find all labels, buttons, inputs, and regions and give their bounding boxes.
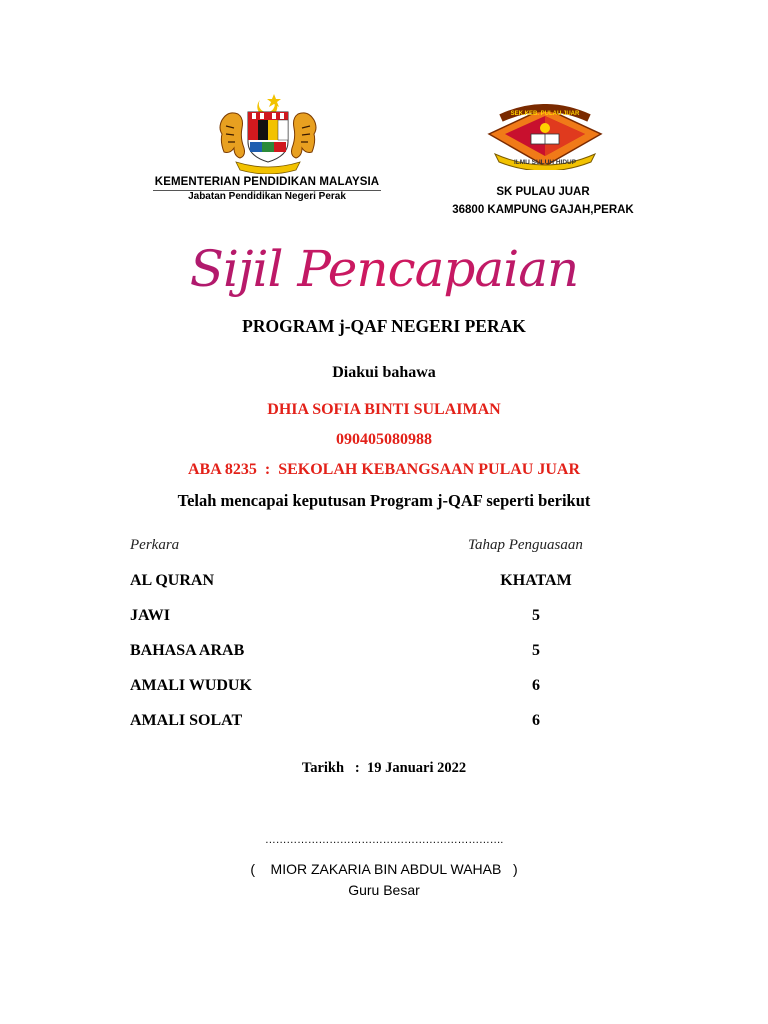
result-row [0, 642, 768, 662]
signatory-title: Guru Besar [348, 882, 420, 898]
result-row [0, 607, 768, 627]
result-subject: BAHASA ARAB [130, 642, 245, 659]
ministry-name: KEMENTERIAN PENDIDIKAN MALAYSIA [154, 176, 380, 188]
recognized-text: Diakui bahawa [332, 364, 436, 381]
program-name: PROGRAM j-QAF NEGERI PERAK [242, 316, 526, 336]
ministry-department: Jabatan Pendidikan Negeri Perak [188, 191, 346, 202]
school-name: SK PULAU JUAR [496, 186, 590, 198]
signature-line: …………………………………………………………. [264, 834, 504, 846]
result-level: 5 [532, 642, 540, 659]
result-level: KHATAM [500, 572, 572, 589]
result-row [0, 572, 768, 592]
student-school: ABA 8235 : SEKOLAH KEBANGSAAN PULAU JUAR [187, 461, 581, 478]
student-ic-number: 090405080988 [336, 431, 432, 448]
signatory-name: ( MIOR ZAKARIA BIN ABDUL WAHAB ) [250, 861, 518, 877]
student-name: DHIA SOFIA BINTI SULAIMAN [267, 401, 501, 418]
certificate-date: Tarikh : 19 Januari 2022 [301, 760, 467, 776]
school-badge-motto: ILMU SULUH HIDUP [513, 159, 577, 166]
result-row [0, 677, 768, 697]
result-row [0, 712, 768, 732]
results-header-level: Tahap Penguasaan [468, 537, 583, 553]
result-subject: JAWI [130, 607, 171, 624]
school-badge-icon [485, 104, 605, 170]
result-subject: AMALI SOLAT [130, 712, 243, 729]
result-level: 6 [532, 677, 540, 694]
result-subject: AL QURAN [130, 572, 215, 589]
result-level: 6 [532, 712, 540, 729]
school-badge-top-text: SEK.KEB. PULAU JUAR [510, 111, 580, 117]
achievement-statement: Telah mencapai keputusan Program j-QAF seperti berikut [177, 491, 591, 510]
school-address: 36800 KAMPUNG GAJAH,PERAK [452, 204, 634, 216]
results-header-subject: Perkara [130, 537, 180, 553]
result-subject: AMALI WUDUK [130, 677, 252, 694]
result-level: 5 [532, 607, 540, 624]
certificate-title: Sijil Pencapaian [0, 240, 768, 298]
malaysia-coat-of-arms-icon [214, 90, 322, 174]
